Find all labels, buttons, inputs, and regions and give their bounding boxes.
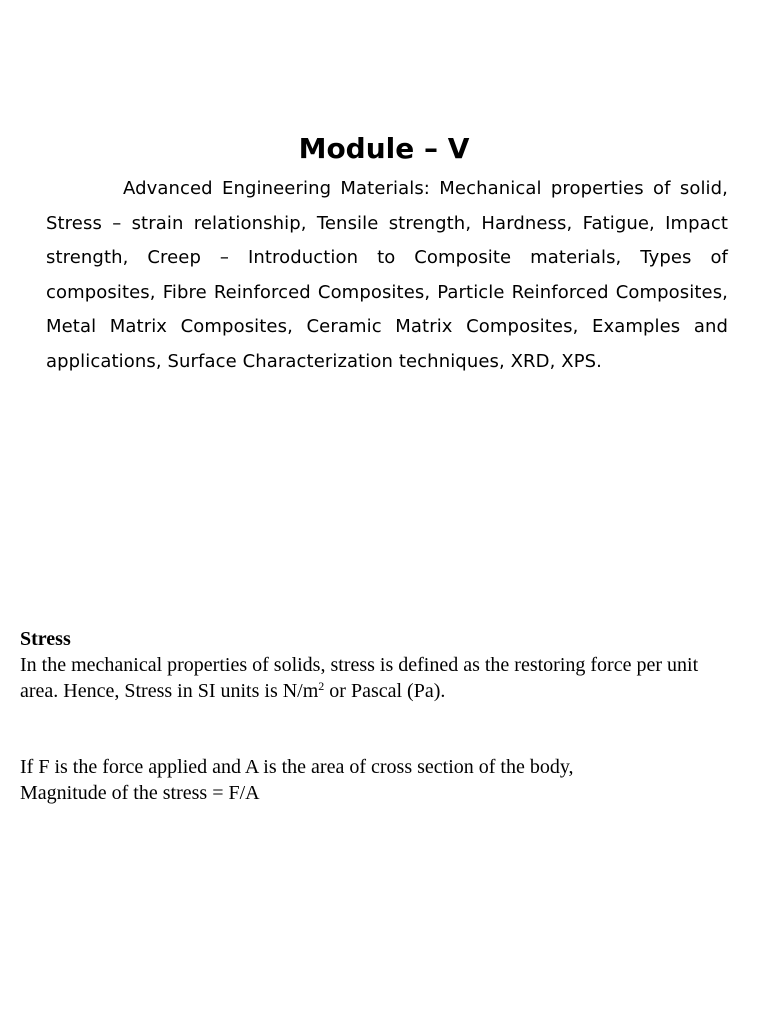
stress-heading: Stress: [20, 628, 71, 650]
force-area-condition: If F is the force applied and A is the area of cross section of the body,: [20, 756, 574, 778]
stress-definition-tail: or Pascal (Pa).: [324, 680, 446, 702]
stress-definition-text: In the mechanical properties of solids, stress is defined as the restoring force per unit area. Hence, Stress in SI units is N/m: [20, 654, 699, 702]
stress-formula: Magnitude of the stress = F/A: [20, 782, 260, 804]
stress-definition: [20, 652, 720, 704]
syllabus-paragraph: Advanced Engineering Materials: Mechanical properties of solid, Stress – strain relationship, Tensile strength, Hardness, Fatigue, Impact strength, Creep – Introduction to Composite materials, Types of composites, Fibre Reinforced Composites, Particle Reinforced Composites, Metal Matrix Composites, Ceramic Matrix Composites, Examples and applications, Surface Characterization techniques, XRD, XPS.: [46, 178, 728, 372]
unit-superscript: 2: [318, 679, 325, 693]
stress-section: [20, 626, 740, 806]
module-title: Module – V: [298, 132, 470, 165]
formula-block: [20, 754, 740, 806]
